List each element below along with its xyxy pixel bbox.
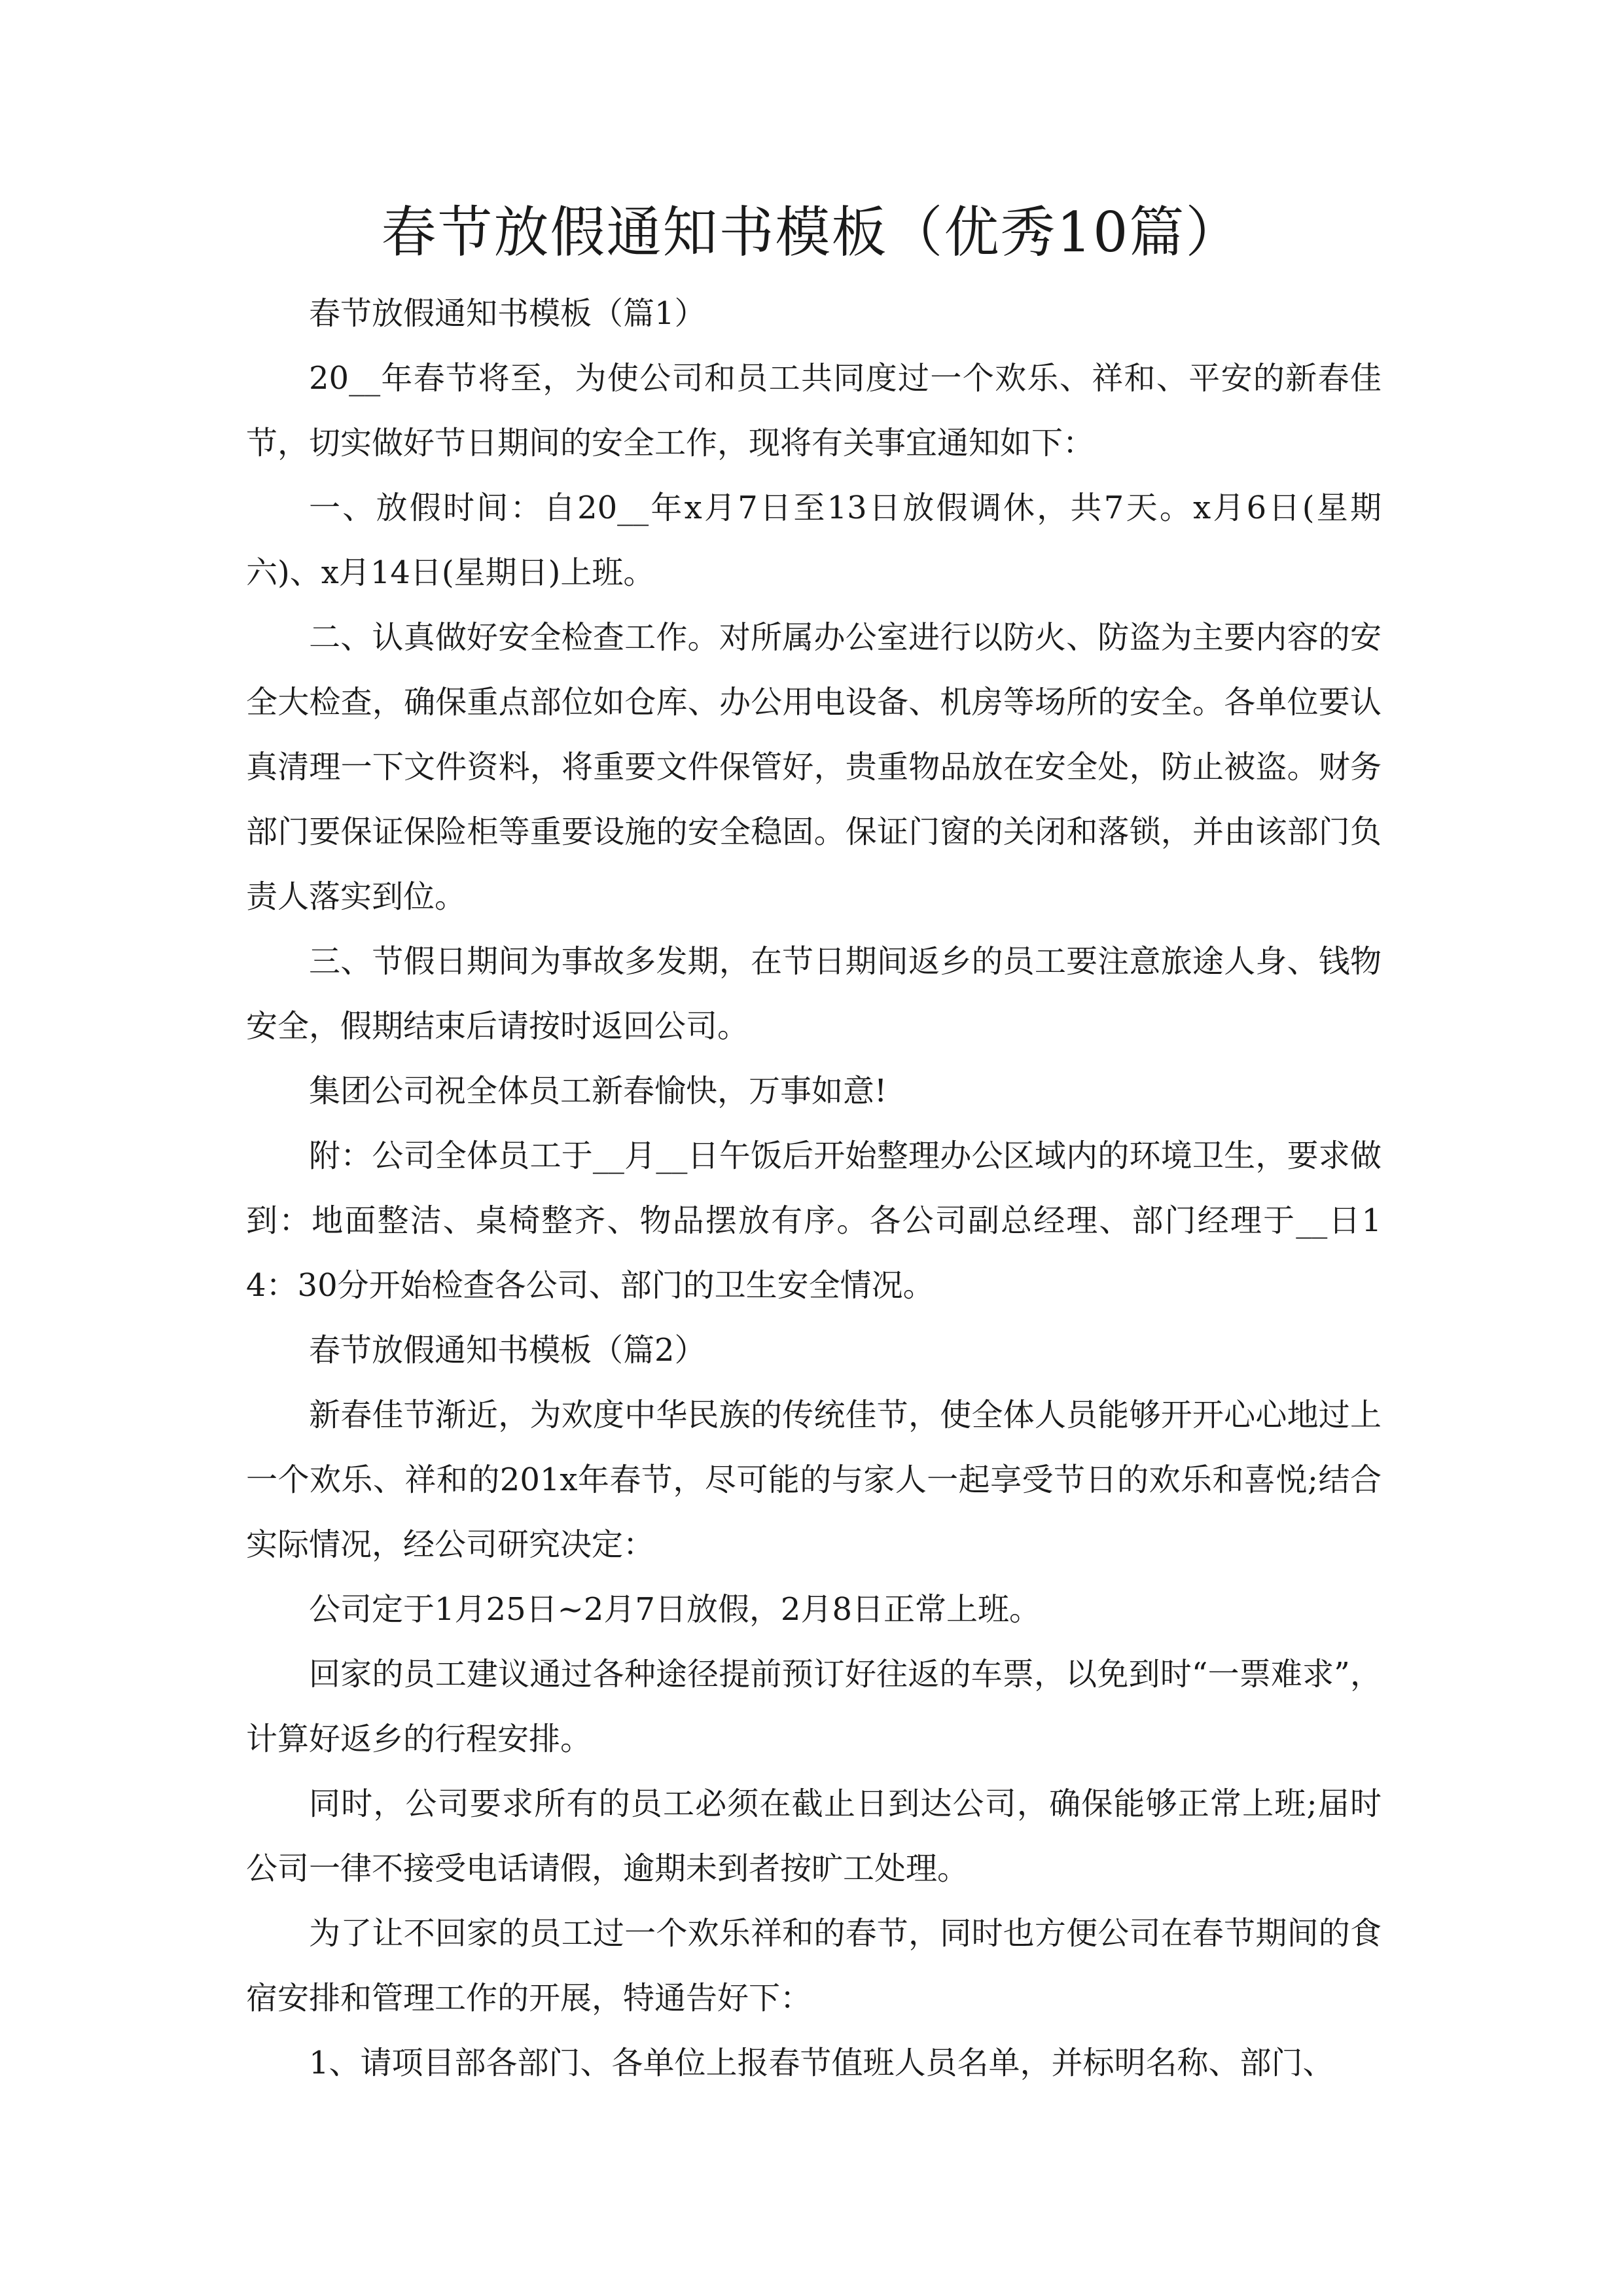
paragraph: 三、节假日期间为事故多发期，在节日期间返乡的员工要注意旅途人身、钱物安全，假期结束后请按时返回公司。 [246,943,1382,1045]
document-title: 春节放假通知书模板（优秀10篇） [381,200,1242,264]
paragraph: 一、放假时间：自20__年x月7日至13日放假调休，共7天。x月6日(星期六)、x月14日(星期日)上班。 [246,490,1382,591]
paragraph: 二、认真做好安全检查工作。对所属办公室进行以防火、防盗为主要内容的安全大检查，确保重点部位如仓库、办公用电设备、机房等场所的安全。各单位要认真清理一下文件资料，将重要文件保管好，贵重物品放在安全处，防止被盗。财务部门要保证保险柜等重要设施的安全稳固。保证门窗的关闭和落锁，并由该部门负责人落实到位。 [246,619,1382,915]
paragraph: 同时，公司要求所有的员工必须在截止日到达公司，确保能够正常上班;届时公司一律不接受电话请假，逾期未到者按旷工处理。 [246,1785,1382,1887]
paragraph: 回家的员工建议通过各种途径提前预订好往返的车票，以免到时“一票难求”，计算好返乡的行程安排。 [246,1656,1382,1757]
section-heading-2: 春节放假通知书模板（篇2） [309,1332,706,1369]
paragraph: 集团公司祝全体员工新春愉快，万事如意! [309,1073,887,1109]
paragraph: 20__年春节将至，为使公司和员工共同度过一个欢乐、祥和、平安的新春佳节，切实做好节日期间的安全工作，现将有关事宜通知如下： [246,360,1382,461]
paragraph: 为了让不回家的员工过一个欢乐祥和的春节，同时也方便公司在春节期间的食宿安排和管理工作的开展，特通告好下： [246,1915,1382,2017]
document-body [246,281,1382,2096]
paragraph: 1、请项目部各部门、各单位上报春节值班人员名单，并标明名称、部门、 [309,2045,1334,2081]
paragraph: 附：公司全体员工于__月__日午饭后开始整理办公区域内的环境卫生，要求做到：地面整洁、桌椅整齐、物品摆放有序。各公司副总经理、部门经理于__日14：30分开始检查各公司、部门的卫生安全情况。 [246,1138,1382,1304]
paragraph: 公司定于1月25日~2月7日放假，2月8日正常上班。 [309,1591,1041,1628]
paragraph: 新春佳节渐近，为欢度中华民族的传统佳节，使全体人员能够开开心心地过上一个欢乐、祥和的201x年春节，尽可能的与家人一起享受节日的欢乐和喜悦;结合实际情况，经公司研究决定： [246,1397,1382,1563]
section-heading-1: 春节放假通知书模板（篇1） [309,295,706,332]
